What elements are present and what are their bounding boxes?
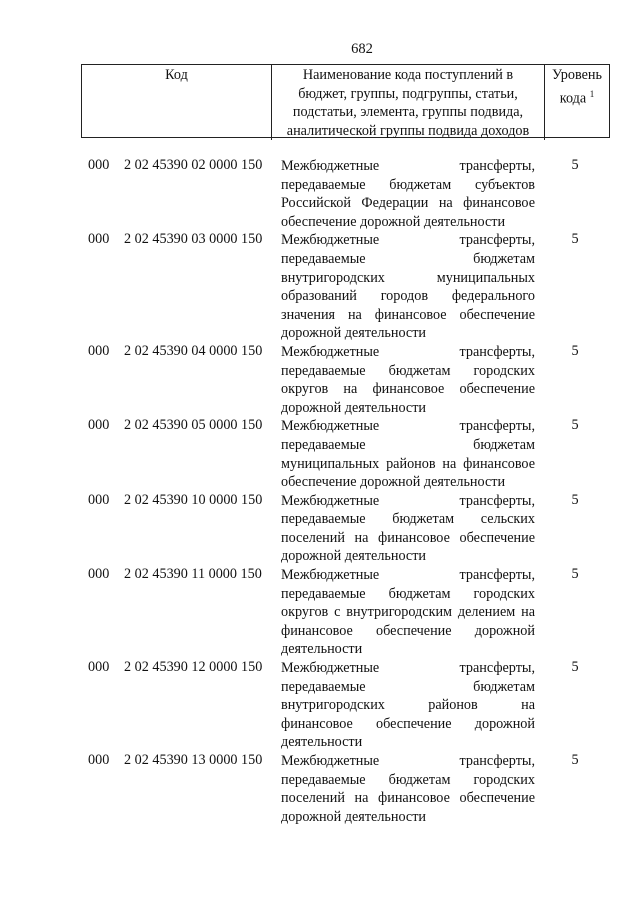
admin-code: 000 [88, 417, 110, 434]
income-name-line: передаваемые бюджетам городских [281, 771, 535, 788]
income-name [281, 417, 535, 491]
income-name-line: внутригородских муниципальных [281, 269, 535, 286]
income-name-line: передаваемые бюджетам субъектов [281, 176, 535, 193]
income-name-line: Межбюджетные трансферты, [281, 753, 535, 769]
income-name-line: Межбюджетные трансферты, [281, 158, 535, 174]
income-code: 2 02 45390 10 0000 150 [124, 491, 263, 508]
income-name [281, 566, 535, 659]
income-name [281, 231, 535, 343]
income-name-line: передаваемые бюджетам городских [281, 362, 535, 379]
table-body [0, 157, 640, 826]
table-row [0, 752, 640, 826]
header-name-line: бюджет, группы, подгруппы, статьи, [298, 85, 518, 102]
income-name-line: внутригородских районов на [281, 697, 535, 714]
header-code: Код [82, 65, 272, 140]
income-name-line: финансовое обеспечение дорожной [281, 622, 535, 639]
income-name [281, 157, 535, 231]
income-code: 2 02 45390 04 0000 150 [124, 342, 263, 359]
header-level [545, 65, 609, 140]
code-level: 5 [571, 342, 579, 359]
header-name-line: Наименование кода поступлений в [302, 67, 514, 83]
code-level: 5 [571, 752, 579, 768]
income-code: 2 02 45390 11 0000 150 [124, 566, 262, 583]
income-name-line: округов на финансовое обеспечение [281, 381, 535, 398]
income-name [281, 492, 535, 566]
table-row [0, 492, 640, 566]
table-row [0, 417, 640, 491]
income-name-line: дорожной деятельности [281, 548, 426, 565]
income-name-line: дорожной деятельности [281, 325, 426, 342]
income-name [281, 752, 535, 826]
income-name-line: Межбюджетные трансферты, [281, 660, 535, 677]
income-code: 2 02 45390 03 0000 150 [124, 231, 263, 248]
header-level-footnote: 1 [589, 88, 595, 99]
admin-code: 000 [88, 752, 110, 768]
admin-code: 000 [88, 659, 110, 676]
table-header [81, 64, 610, 138]
income-name-line: деятельности [281, 641, 363, 658]
income-name-line: Межбюджетные трансферты, [281, 492, 535, 509]
income-code: 2 02 45390 12 0000 150 [124, 659, 263, 676]
table-row [0, 566, 640, 659]
header-name [272, 65, 545, 140]
income-code: 2 02 45390 02 0000 150 [124, 157, 263, 173]
income-name-line: финансовое обеспечение дорожной [281, 715, 535, 732]
income-name-line: Межбюджетные трансферты, [281, 418, 535, 435]
admin-code: 000 [88, 491, 110, 508]
code-level: 5 [571, 566, 579, 583]
income-name-line: передаваемые бюджетам [281, 678, 535, 695]
income-name-line: Российской Федерации на финансовое [281, 195, 535, 212]
income-name [281, 343, 535, 417]
income-name-line: образований городов федерального [281, 288, 535, 305]
income-name-line: передаваемые бюджетам сельских [281, 511, 535, 528]
header-level-line: Уровень [552, 67, 602, 83]
income-code: 2 02 45390 13 0000 150 [124, 752, 263, 768]
header-level-line: кода [559, 90, 587, 107]
income-code: 2 02 45390 05 0000 150 [124, 417, 263, 434]
table-row [0, 157, 640, 231]
income-name-line: обеспечение дорожной деятельности [281, 213, 506, 230]
table-row [0, 343, 640, 417]
income-name-line: Межбюджетные трансферты, [281, 232, 535, 249]
income-name-line: значения на финансовое обеспечение [281, 306, 535, 323]
income-name-line: Межбюджетные трансферты, [281, 567, 535, 584]
income-name-line: передаваемые бюджетам [281, 436, 535, 453]
code-level: 5 [571, 491, 579, 508]
table-row [0, 659, 640, 752]
header-name-line: аналитической группы подвида доходов [286, 122, 530, 139]
income-name-line: округов с внутригородским делением на [281, 604, 535, 621]
income-name-line: поселений на финансовое обеспечение [281, 529, 535, 546]
income-name-line: Межбюджетные трансферты, [281, 343, 535, 360]
admin-code: 000 [88, 342, 110, 359]
code-level: 5 [571, 231, 579, 248]
income-name-line: передаваемые бюджетам городских [281, 585, 535, 602]
admin-code: 000 [88, 231, 110, 248]
income-name-line: дорожной деятельности [281, 808, 426, 825]
income-name-line: деятельности [281, 734, 363, 751]
code-level: 5 [571, 659, 579, 676]
page-number: 682 [351, 41, 373, 57]
table-row [0, 231, 640, 343]
header-name-line: подстатьи, элемента, группы подвида, [292, 104, 524, 121]
admin-code: 000 [88, 566, 110, 583]
income-name-line: дорожной деятельности [281, 399, 426, 416]
income-name-line: обеспечение дорожной деятельности [281, 474, 506, 491]
income-name-line: передаваемые бюджетам [281, 250, 535, 267]
income-name-line: поселений на финансовое обеспечение [281, 790, 535, 807]
income-name [281, 659, 535, 752]
income-name-line: муниципальных районов на финансовое [281, 455, 535, 472]
code-level: 5 [571, 417, 579, 434]
code-level: 5 [571, 157, 579, 173]
admin-code: 000 [88, 157, 110, 173]
